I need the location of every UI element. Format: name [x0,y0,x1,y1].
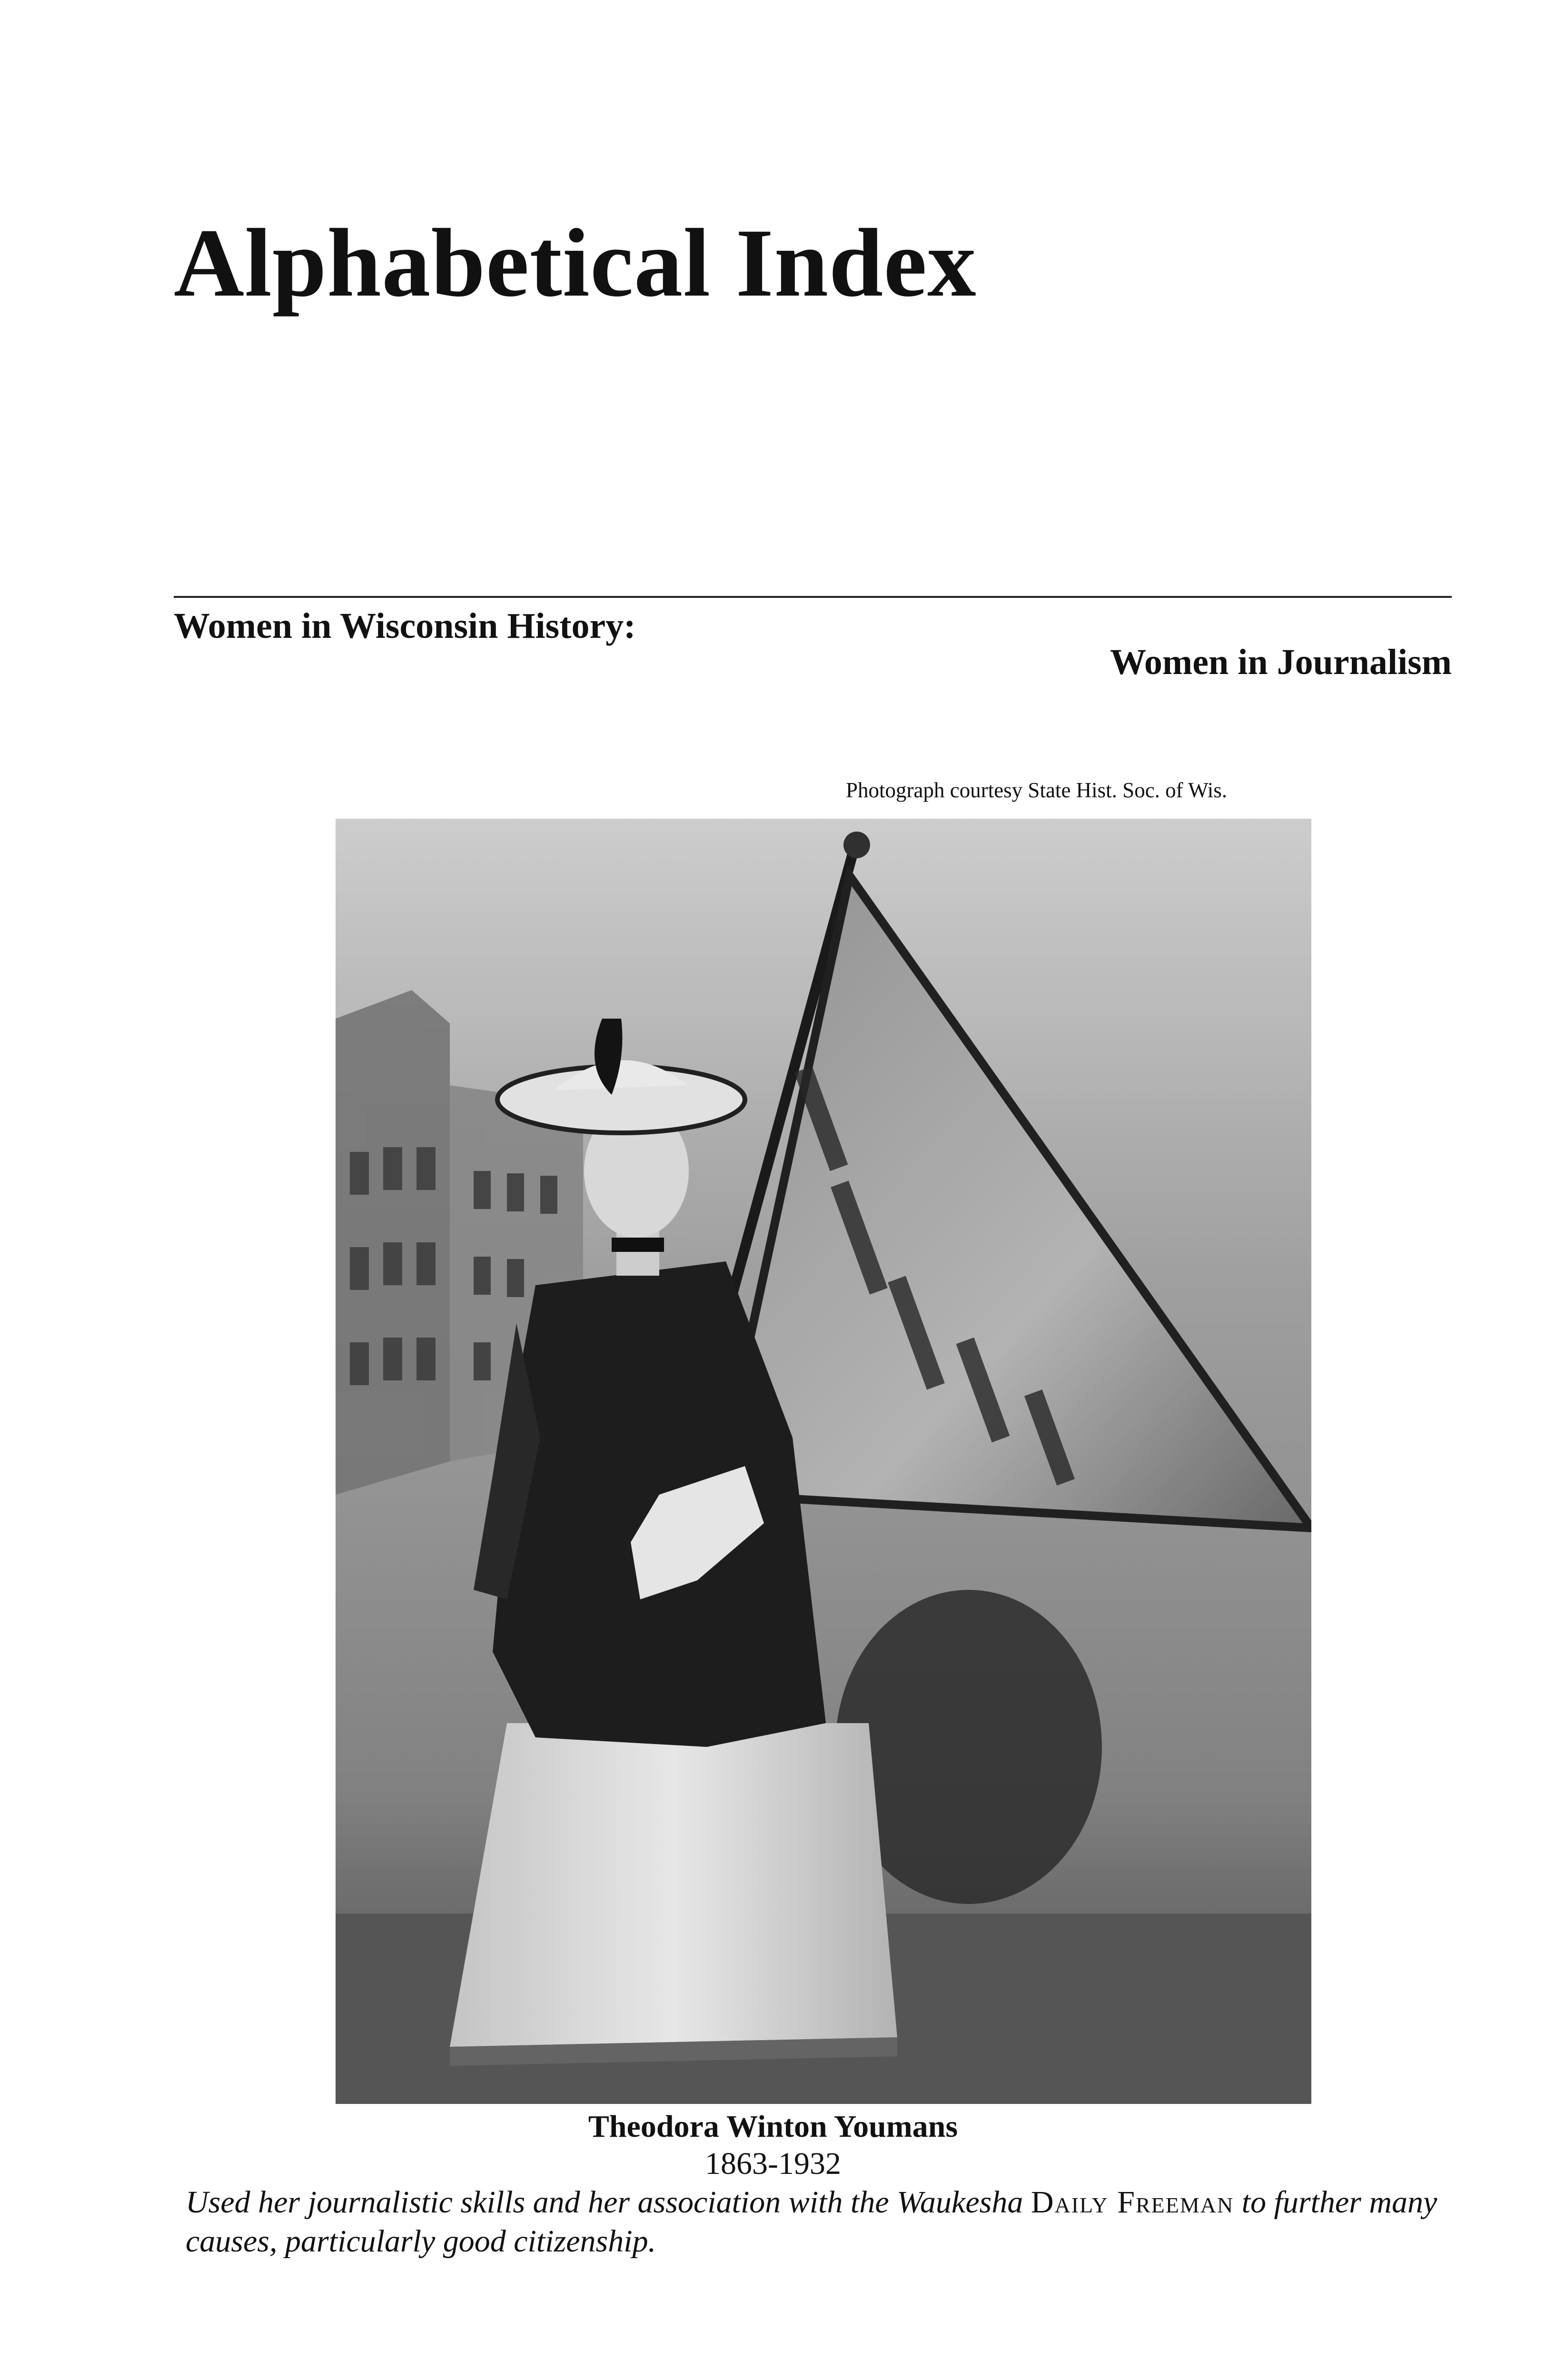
photo-credit: Photograph courtesy State Hist. Soc. of Wis. [846,778,1228,802]
caption-description [186,2183,1480,2261]
caption-desc-place: Waukesha [897,2185,1023,2220]
header-divider [174,596,1452,598]
caption-name: Theodora Winton Youmans [588,2109,958,2144]
caption-desc-part1: Used her journalistic skills and her association with the [186,2185,897,2220]
page-title: Alphabetical Index [174,209,977,317]
caption-desc-part2: to further many causes, particularly good citizenship. [186,2185,1437,2259]
portrait-photo [336,819,1311,2104]
section-title: Women in Journalism [1110,642,1452,682]
caption-years: 1863-1932 [705,2146,841,2181]
caption-desc-newspaper: Daily Freeman [1031,2185,1234,2220]
series-title: Women in Wisconsin History: [174,606,636,646]
